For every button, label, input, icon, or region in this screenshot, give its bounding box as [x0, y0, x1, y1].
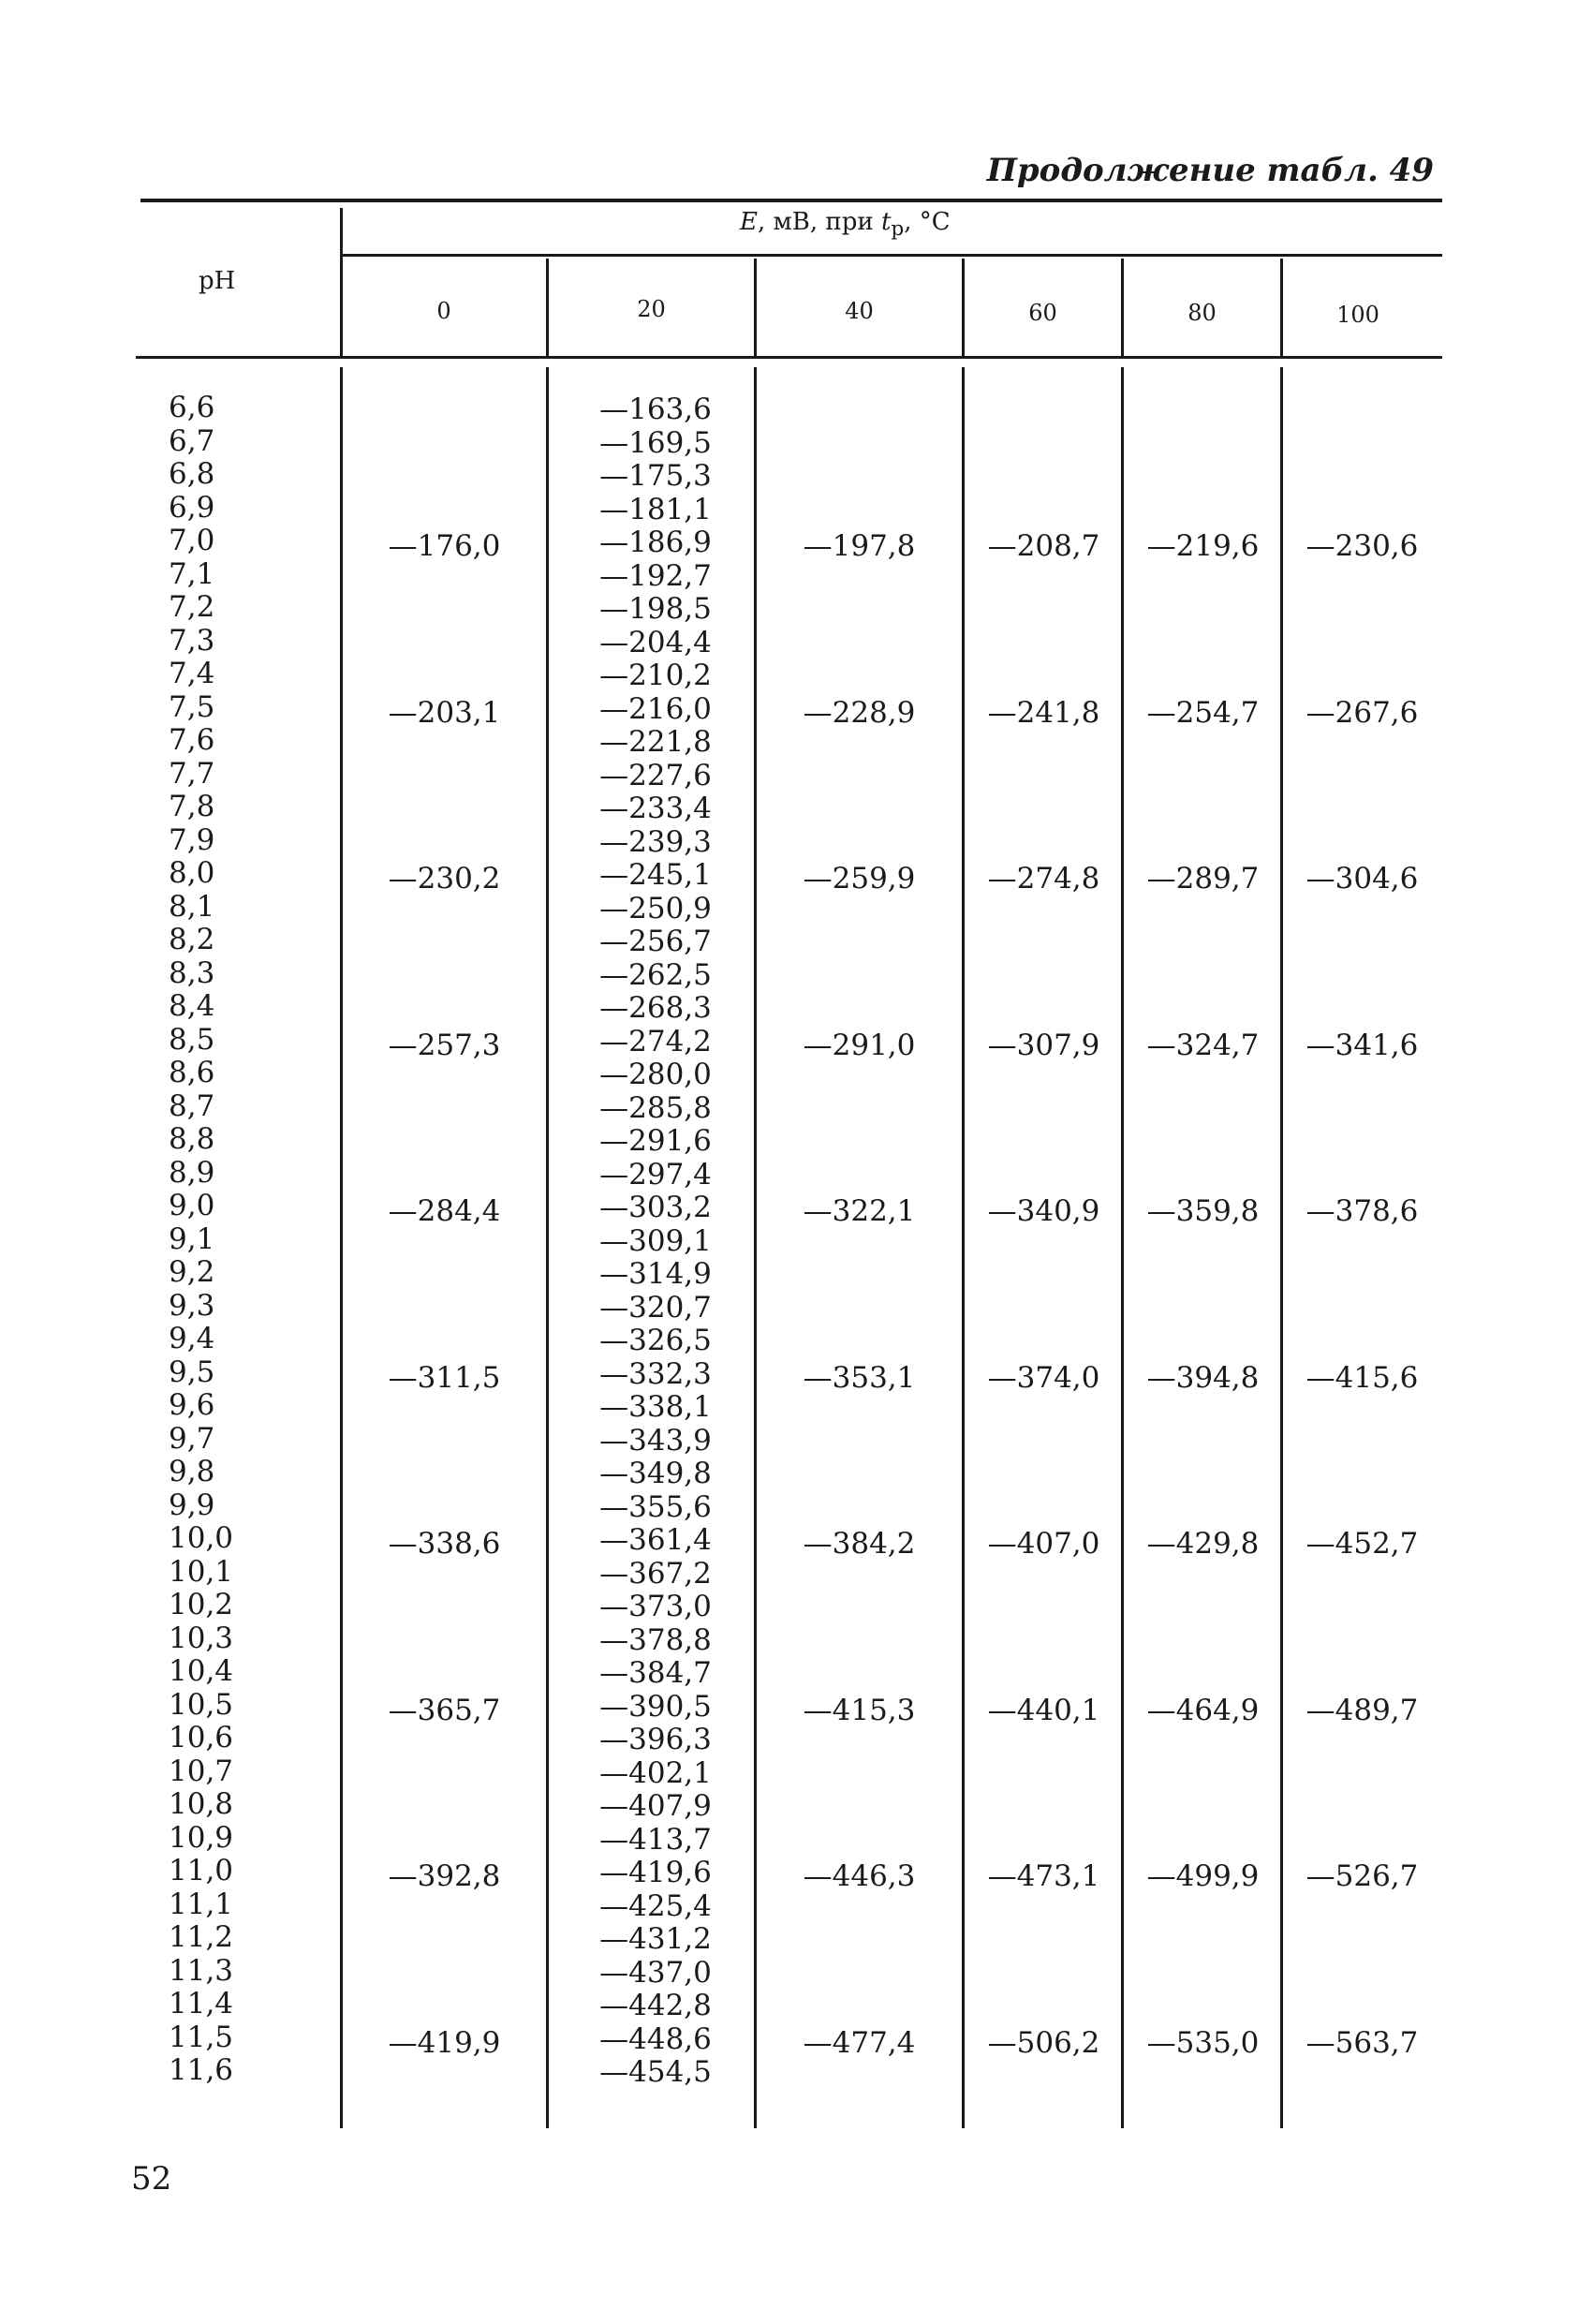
e40-value: —477,4 [803, 2025, 916, 2060]
header-span-rule [342, 254, 1442, 257]
ph-value: 8,2 [169, 923, 215, 956]
e60-value: —208,7 [987, 529, 1100, 563]
e20-value: —343,9 [599, 1423, 712, 1458]
ph-value: 8,9 [169, 1155, 215, 1190]
e20-value: —390,5 [599, 1689, 712, 1724]
e-span-text: , мВ, при [757, 208, 881, 236]
e20-value: —332,3 [599, 1356, 712, 1391]
ph-value: 9,3 [169, 1288, 215, 1323]
e20-value: —314,9 [599, 1257, 712, 1291]
ph-value: 10,1 [169, 1554, 234, 1589]
ph-value: 10,7 [169, 1754, 234, 1788]
e0-value: —230,2 [388, 862, 501, 896]
e20-column [562, 393, 749, 2090]
temp-heading-100: 100 [1336, 302, 1379, 328]
ph-value: 9,9 [169, 1488, 215, 1522]
e80-value: —499,9 [1146, 1859, 1260, 1893]
ph-value: 7,1 [169, 556, 215, 591]
body-divider-2 [754, 367, 757, 2128]
e20-value: —227,6 [599, 758, 712, 792]
e20-value: —221,8 [599, 725, 712, 759]
e60-value: —440,1 [987, 1693, 1100, 1727]
e40-value: —353,1 [803, 1360, 916, 1395]
e60-value: —506,2 [987, 2025, 1100, 2060]
e20-value: —384,7 [599, 1656, 712, 1690]
e20-value: —210,2 [599, 659, 712, 692]
e60-value: —374,0 [987, 1360, 1100, 1395]
ph-value: 9,4 [169, 1322, 215, 1355]
table-top-rule [140, 199, 1442, 202]
header-divider-ph [340, 208, 343, 356]
e40-value: —197,8 [803, 529, 916, 563]
e40-value: —384,2 [803, 1527, 916, 1561]
e20-value: —367,2 [599, 1556, 712, 1591]
e40-value: —322,1 [803, 1194, 916, 1228]
e-span-unit: , °C [904, 208, 951, 236]
ph-value: 10,5 [169, 1687, 234, 1722]
temp-heading-20: 20 [637, 296, 666, 322]
body-divider-1 [546, 367, 549, 2128]
ph-value: 9,5 [169, 1354, 215, 1389]
ph-value: 7,7 [169, 756, 215, 791]
ph-column-heading: pH [199, 267, 236, 295]
ph-value: 8,0 [169, 856, 215, 890]
ph-value: 8,3 [169, 955, 215, 990]
ph-value: 10,3 [169, 1621, 234, 1655]
ph-value: 6,7 [169, 423, 215, 458]
e20-value: —437,0 [599, 1955, 712, 1990]
e20-value: —448,6 [599, 2021, 712, 2056]
e0-value: —176,0 [388, 529, 501, 563]
e40-value: —259,9 [803, 862, 916, 896]
e40-value: —446,3 [803, 1859, 916, 1893]
e0-value: —257,3 [388, 1028, 501, 1062]
e20-value: —355,6 [599, 1489, 712, 1524]
e80-value: —254,7 [1146, 695, 1260, 730]
e20-value: —419,6 [599, 1856, 712, 1889]
e20-value: —280,0 [599, 1058, 712, 1091]
ph-value: 10,6 [169, 1721, 234, 1754]
e60-value: —407,0 [987, 1527, 1100, 1561]
e20-value: —233,4 [599, 792, 712, 825]
e20-value: —413,7 [599, 1822, 712, 1857]
t-symbol: t [880, 208, 892, 236]
e20-value: —204,4 [599, 625, 712, 659]
e-symbol: E [740, 208, 758, 236]
e20-value: —198,5 [599, 592, 712, 626]
ph-value: 8,4 [169, 989, 215, 1023]
e80-value: —535,0 [1146, 2025, 1260, 2060]
e0-value: —392,8 [388, 1859, 501, 1893]
ph-value: 11,5 [169, 2020, 234, 2054]
e40-value: —291,0 [803, 1028, 916, 1062]
ph-value: 11,6 [169, 2053, 234, 2087]
ph-value: 9,6 [169, 1388, 215, 1422]
e20-value: —326,5 [599, 1324, 712, 1357]
e20-value: —402,1 [599, 1755, 712, 1790]
e80-value: —464,9 [1146, 1693, 1260, 1727]
e20-value: —192,7 [599, 558, 712, 593]
e20-value: —361,4 [599, 1523, 712, 1557]
e20-value: —169,5 [599, 425, 712, 460]
temp-heading-40: 40 [845, 298, 874, 324]
ph-value: 7,6 [169, 723, 215, 757]
ph-value: 10,9 [169, 1820, 234, 1855]
t-subscript: р [891, 217, 905, 242]
e20-value: —338,1 [599, 1390, 712, 1424]
e60-value: —340,9 [987, 1194, 1100, 1228]
e100-value: —526,7 [1305, 1859, 1419, 1893]
ph-value: 7,2 [169, 590, 215, 624]
ph-value: 11,0 [169, 1854, 234, 1887]
e20-value: —349,8 [599, 1457, 712, 1490]
e20-value: —291,6 [599, 1124, 712, 1158]
e20-value: —454,5 [599, 2055, 712, 2089]
e0-value: —203,1 [388, 695, 501, 730]
ph-value: 11,3 [169, 1953, 234, 1988]
e20-value: —303,2 [599, 1191, 712, 1224]
ph-value: 10,2 [169, 1588, 234, 1621]
e80-value: —429,8 [1146, 1527, 1260, 1561]
ph-value: 9,0 [169, 1189, 215, 1222]
e100-value: —304,6 [1305, 862, 1419, 896]
ph-value: 8,5 [169, 1022, 215, 1057]
ph-value: 10,8 [169, 1787, 234, 1821]
e20-value: —239,3 [599, 824, 712, 859]
e100-value: —267,6 [1305, 695, 1419, 730]
e20-value: —163,6 [599, 392, 712, 426]
ph-value: 7,8 [169, 790, 215, 823]
e0-value: —338,6 [388, 1527, 501, 1561]
ph-value: 6,9 [169, 490, 215, 525]
e20-value: —309,1 [599, 1223, 712, 1258]
e100-value: —563,7 [1305, 2025, 1419, 2060]
e20-value: —320,7 [599, 1290, 712, 1325]
ph-column [169, 392, 233, 2088]
e40-value: —415,3 [803, 1693, 916, 1727]
e20-value: —442,8 [599, 1989, 712, 2022]
ph-value: 7,5 [169, 689, 215, 724]
ph-value: 10,0 [169, 1521, 234, 1555]
ph-value: 11,1 [169, 1887, 234, 1921]
e20-value: —262,5 [599, 957, 712, 992]
e20-value: —256,7 [599, 925, 712, 958]
e100-value: —489,7 [1305, 1693, 1419, 1727]
e100-value: —415,6 [1305, 1360, 1419, 1395]
e20-value: —268,3 [599, 991, 712, 1025]
table-caption: Продолжение табл. 49 [986, 152, 1434, 189]
e100-value: —341,6 [1305, 1028, 1419, 1062]
ph-value: 9,7 [169, 1421, 215, 1456]
e80-value: —359,8 [1146, 1194, 1260, 1228]
ph-value: 9,2 [169, 1255, 215, 1289]
temp-heading-80: 80 [1187, 300, 1217, 326]
body-divider-ph [340, 367, 343, 2128]
ph-value: 11,4 [169, 1987, 234, 2021]
e20-value: —274,2 [599, 1024, 712, 1058]
e20-value: —378,8 [599, 1622, 712, 1657]
e20-value: —285,8 [599, 1090, 712, 1125]
e20-value: —175,3 [599, 459, 712, 493]
ph-value: 11,2 [169, 1920, 234, 1954]
e80-value: —219,6 [1146, 529, 1260, 563]
ph-value: 9,1 [169, 1221, 215, 1256]
header-bottom-rule [136, 356, 1442, 359]
page-number: 52 [131, 2160, 172, 2198]
e80-value: —324,7 [1146, 1028, 1260, 1062]
temp-heading-0: 0 [436, 298, 451, 324]
e20-value: —250,9 [599, 891, 712, 925]
ph-value: 6,8 [169, 457, 215, 491]
e100-value: —230,6 [1305, 529, 1419, 563]
ph-value: 7,4 [169, 657, 215, 690]
ph-value: 8,1 [169, 889, 215, 924]
e60-value: —473,1 [987, 1859, 1100, 1893]
e80-value: —394,8 [1146, 1360, 1260, 1395]
e100-value: —452,7 [1305, 1527, 1419, 1561]
e80-value: —289,7 [1146, 862, 1260, 896]
e20-value: —396,3 [599, 1723, 712, 1756]
e60-value: —307,9 [987, 1028, 1100, 1062]
e-span-heading [740, 208, 951, 241]
ph-value: 7,3 [169, 623, 215, 658]
ph-value: 7,9 [169, 822, 215, 857]
e20-value: —245,1 [599, 858, 712, 892]
ph-value: 7,0 [169, 524, 215, 557]
e20-value: —407,9 [599, 1789, 712, 1823]
ph-value: 8,6 [169, 1056, 215, 1089]
e20-value: —181,1 [599, 492, 712, 526]
e20-value: —431,2 [599, 1922, 712, 1956]
e0-value: —365,7 [388, 1693, 501, 1727]
e60-value: —274,8 [987, 862, 1100, 896]
e100-value: —378,6 [1305, 1194, 1419, 1228]
e0-value: —284,4 [388, 1194, 501, 1228]
ph-value: 8,8 [169, 1122, 215, 1156]
ph-value: 10,4 [169, 1654, 234, 1688]
body-divider-4 [1121, 367, 1124, 2128]
body-divider-5 [1280, 367, 1283, 2128]
e0-value: —311,5 [388, 1360, 501, 1395]
e20-value: —373,0 [599, 1590, 712, 1623]
temp-heading-60: 60 [1028, 300, 1057, 326]
ph-value: 6,6 [169, 391, 215, 424]
e20-value: —297,4 [599, 1157, 712, 1192]
e20-value: —425,4 [599, 1888, 712, 1923]
e60-value: —241,8 [987, 695, 1100, 730]
e0-value: —419,9 [388, 2025, 501, 2060]
body-divider-3 [962, 367, 965, 2128]
e20-value: —216,0 [599, 691, 712, 726]
ph-value: 8,7 [169, 1088, 215, 1123]
e40-value: —228,9 [803, 695, 916, 730]
e20-value: —186,9 [599, 525, 712, 559]
ph-value: 9,8 [169, 1455, 215, 1488]
